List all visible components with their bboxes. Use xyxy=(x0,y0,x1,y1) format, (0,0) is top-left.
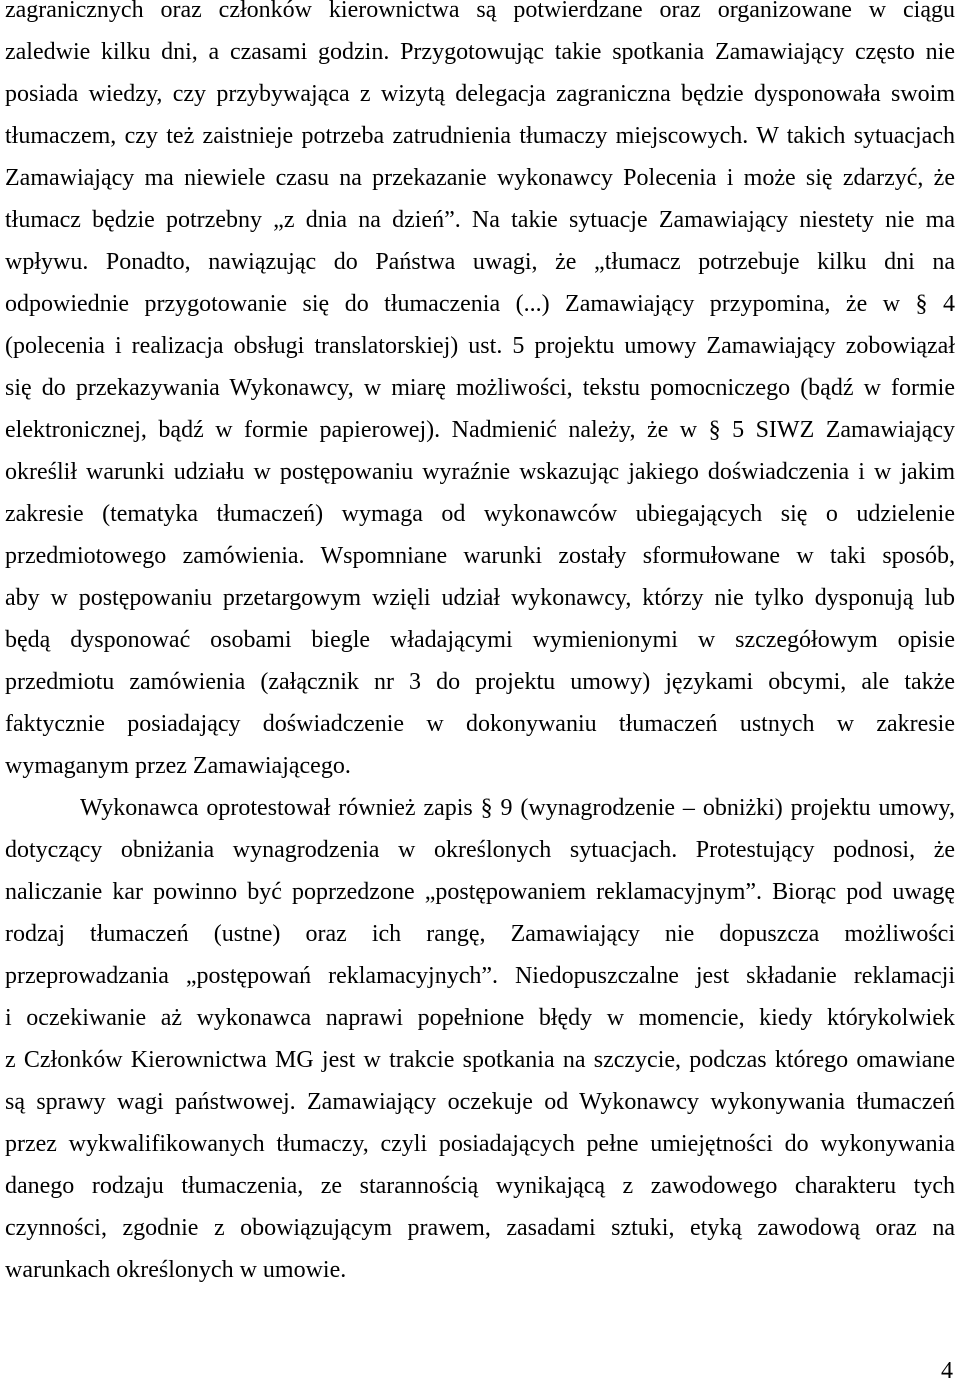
text-line: naliczanie kar powinno być poprzedzone „postępowaniem reklamacyjnym”. Biorąc pod uwagę xyxy=(5,879,955,905)
text-line: przez wykwalifikowanych tłumaczy, czyli posiadających pełne umiejętności do wykonywania xyxy=(5,1131,955,1157)
text-line: tłumaczem, czy też zaistnieje potrzeba zatrudnienia tłumaczy miejscowych. W takich sytuacjach xyxy=(5,123,955,149)
text-line: się do przekazywania Wykonawcy, w miarę możliwości, tekstu pomocniczego (bądź w formie xyxy=(5,375,955,401)
text-line: wpływu. Ponadto, nawiązując do Państwa uwagi, że „tłumacz potrzebuje kilku dni na xyxy=(5,249,955,275)
text-line: przeprowadzania „postępowań reklamacyjnych”. Niedopuszczalne jest składanie reklamacji xyxy=(5,963,955,989)
text-line: odpowiednie przygotowanie się do tłumaczenia (...) Zamawiający przypomina, że w § 4 xyxy=(5,291,955,317)
text-line: zaledwie kilku dni, a czasami godzin. Przygotowując takie spotkania Zamawiający często nie xyxy=(5,39,955,65)
text-line: i oczekiwanie aż wykonawca naprawi popełnione błędy w momencie, kiedy którykolwiek xyxy=(5,1005,955,1031)
text-line: zagranicznych oraz członków kierownictwa są potwierdzane oraz organizowane w ciągu xyxy=(5,0,955,23)
page-number: 4 xyxy=(941,1358,953,1384)
text-line: aby w postępowaniu przetargowym wzięli udział wykonawcy, którzy nie tylko dysponują lub xyxy=(5,585,955,611)
text-line: wymaganym przez Zamawiającego. xyxy=(5,753,351,779)
document-body xyxy=(5,0,955,1291)
text-line: (polecenia i realizacja obsługi translatorskiej) ust. 5 projektu umowy Zamawiający zobowiązał xyxy=(5,333,955,359)
paragraph xyxy=(5,787,955,1291)
text-line: są sprawy wagi państwowej. Zamawiający oczekuje od Wykonawcy wykonywania tłumaczeń xyxy=(5,1089,955,1115)
text-line: Wykonawca oprotestował również zapis § 9 (wynagrodzenie – obniżki) projektu umowy, xyxy=(80,795,955,821)
text-line: dotyczący obniżania wynagrodzenia w określonych sytuacjach. Protestujący podnosi, że xyxy=(5,837,955,863)
text-line: rodzaj tłumaczeń (ustne) oraz ich rangę, Zamawiający nie dopuszcza możliwości xyxy=(5,921,955,947)
text-line: z Członków Kierownictwa MG jest w trakcie spotkania na szczycie, podczas którego omawiane xyxy=(5,1047,955,1073)
text-line: tłumacz będzie potrzebny „z dnia na dzień”. Na takie sytuacje Zamawiający niestety nie ma xyxy=(5,207,955,233)
paragraph xyxy=(5,0,955,787)
text-line: Zamawiający ma niewiele czasu na przekazanie wykonawcy Polecenia i może się zdarzyć, że xyxy=(5,165,955,191)
text-line: przedmiotu zamówienia (załącznik nr 3 do projektu umowy) językami obcymi, ale także xyxy=(5,669,955,695)
text-line: faktycznie posiadający doświadczenie w dokonywaniu tłumaczeń ustnych w zakresie xyxy=(5,711,955,737)
text-line: czynności, zgodnie z obowiązującym prawem, zasadami sztuki, etyką zawodową oraz na xyxy=(5,1215,955,1241)
text-line: określił warunki udziału w postępowaniu wyraźnie wskazując jakiego doświadczenia i w jakim xyxy=(5,459,955,485)
text-line: zakresie (tematyka tłumaczeń) wymaga od wykonawców ubiegających się o udzielenie xyxy=(5,501,955,527)
text-line: warunkach określonych w umowie. xyxy=(5,1257,347,1283)
text-line: przedmiotowego zamówienia. Wspomniane warunki zostały sformułowane w taki sposób, xyxy=(5,543,955,569)
text-line: danego rodzaju tłumaczenia, ze starannością wynikającą z zawodowego charakteru tych xyxy=(5,1173,955,1199)
text-line: będą dysponować osobami biegle władającymi wymienionymi w szczegółowym opisie xyxy=(5,627,955,653)
text-line: elektronicznej, bądź w formie papierowej). Nadmienić należy, że w § 5 SIWZ Zamawiający xyxy=(5,417,955,443)
text-line: posiada wiedzy, czy przybywająca z wizytą delegacja zagraniczna będzie dysponowała swoim xyxy=(5,81,955,107)
